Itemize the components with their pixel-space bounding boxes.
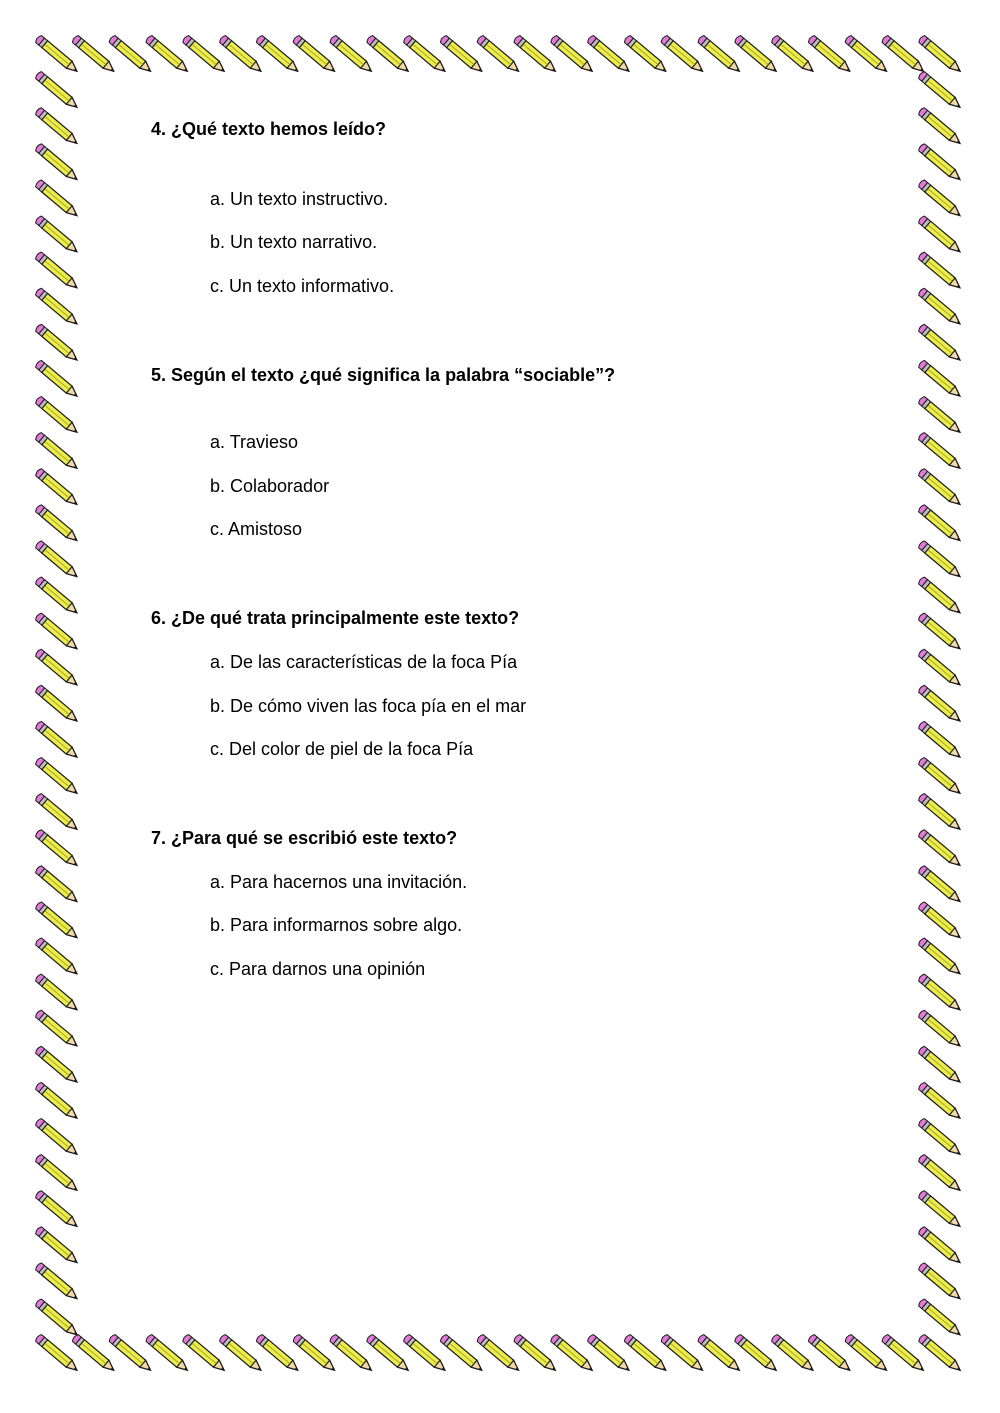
pencil-icon (918, 576, 963, 616)
pencil-icon (35, 179, 80, 219)
pencil-icon (918, 143, 963, 183)
question-4-option-c[interactable]: c. Un texto informativo. (210, 276, 395, 296)
pencil-icon (918, 901, 963, 941)
pencil-icon (35, 829, 80, 869)
pencil-icon (35, 468, 80, 508)
pencil-icon (35, 396, 80, 436)
pencil-icon (918, 251, 963, 291)
pencil-icon (918, 648, 963, 688)
pencil-icon (35, 71, 80, 111)
question-5-option-c[interactable]: c. Amistoso (210, 519, 303, 539)
pencil-icon (35, 1154, 80, 1194)
pencil-icon (35, 1190, 80, 1230)
pencil-icon (918, 359, 963, 399)
pencil-icon (918, 1298, 963, 1338)
pencil-icon (918, 71, 963, 111)
pencil-icon (35, 504, 80, 544)
pencil-icon (35, 684, 80, 724)
pencil-icon (918, 396, 963, 436)
question-6-prompt: 6. ¿De qué trata principalmente este texto? (151, 608, 520, 628)
question-5-prompt: 5. Según el texto ¿qué significa la palabra “sociable”? (151, 365, 616, 385)
pencil-icon (918, 1045, 963, 1085)
pencil-icon (918, 1226, 963, 1266)
pencil-icon (35, 143, 80, 183)
question-4-option-b[interactable]: b. Un texto narrativo. (210, 232, 378, 252)
pencil-icon (35, 1298, 80, 1338)
pencil-icon (918, 35, 963, 75)
pencil-icon (918, 1009, 963, 1049)
pencil-icon (918, 757, 963, 797)
pencil-icon (918, 432, 963, 472)
pencil-icon (35, 901, 80, 941)
question-4-prompt: 4. ¿Qué texto hemos leído? (151, 119, 387, 139)
pencil-icon (35, 973, 80, 1013)
pencil-icon (35, 323, 80, 363)
pencil-icon (918, 1118, 963, 1158)
pencil-icon (918, 1334, 963, 1374)
pencil-icon (35, 359, 80, 399)
pencil-icon (35, 865, 80, 905)
question-7-option-c[interactable]: c. Para darnos una opinión (210, 959, 426, 979)
pencil-icon (918, 720, 963, 760)
pencil-icon (918, 323, 963, 363)
pencil-icon (35, 576, 80, 616)
pencil-icon (918, 973, 963, 1013)
pencil-icon (918, 468, 963, 508)
question-7-option-b[interactable]: b. Para informarnos sobre algo. (210, 915, 463, 935)
pencil-icon (918, 1154, 963, 1194)
pencil-icon (35, 215, 80, 255)
pencil-icon (918, 865, 963, 905)
question-6-option-c[interactable]: c. Del color de piel de la foca Pía (210, 739, 474, 759)
question-7-option-a[interactable]: a. Para hacernos una invitación. (210, 872, 468, 892)
pencil-icon (35, 1226, 80, 1266)
pencil-icon (35, 1118, 80, 1158)
question-4-option-a[interactable]: a. Un texto instructivo. (210, 189, 389, 209)
pencil-icon (35, 757, 80, 797)
pencil-icon (35, 937, 80, 977)
pencil-icon (35, 1262, 80, 1302)
pencil-icon (918, 540, 963, 580)
pencil-icon (918, 287, 963, 327)
pencil-icon (918, 612, 963, 652)
pencil-icon (918, 107, 963, 147)
pencil-icon (918, 937, 963, 977)
pencil-icon (918, 1262, 963, 1302)
question-7-prompt: 7. ¿Para qué se escribió este texto? (151, 828, 458, 848)
pencil-icon (918, 829, 963, 869)
pencil-icon (35, 1009, 80, 1049)
pencil-icon (35, 1081, 80, 1121)
pencil-icon (918, 1190, 963, 1230)
pencil-icon (35, 648, 80, 688)
question-6-option-a[interactable]: a. De las características de la foca Pía (210, 652, 518, 672)
pencil-icon (918, 179, 963, 219)
pencil-icon (35, 540, 80, 580)
pencil-icon (918, 1081, 963, 1121)
pencil-icon (35, 251, 80, 291)
pencil-icon (918, 793, 963, 833)
pencil-icon (35, 720, 80, 760)
pencil-icon (35, 107, 80, 147)
question-6-option-b[interactable]: b. De cómo viven las foca pía en el mar (210, 696, 527, 716)
question-5-option-b[interactable]: b. Colaborador (210, 476, 330, 496)
pencil-icon (35, 793, 80, 833)
pencil-icon (35, 612, 80, 652)
pencil-icon (35, 432, 80, 472)
pencil-icon (918, 684, 963, 724)
pencil-icon (918, 215, 963, 255)
question-5-option-a[interactable]: a. Travieso (210, 432, 299, 452)
pencil-icon (918, 504, 963, 544)
pencil-icon (35, 287, 80, 327)
pencil-icon (35, 1045, 80, 1085)
